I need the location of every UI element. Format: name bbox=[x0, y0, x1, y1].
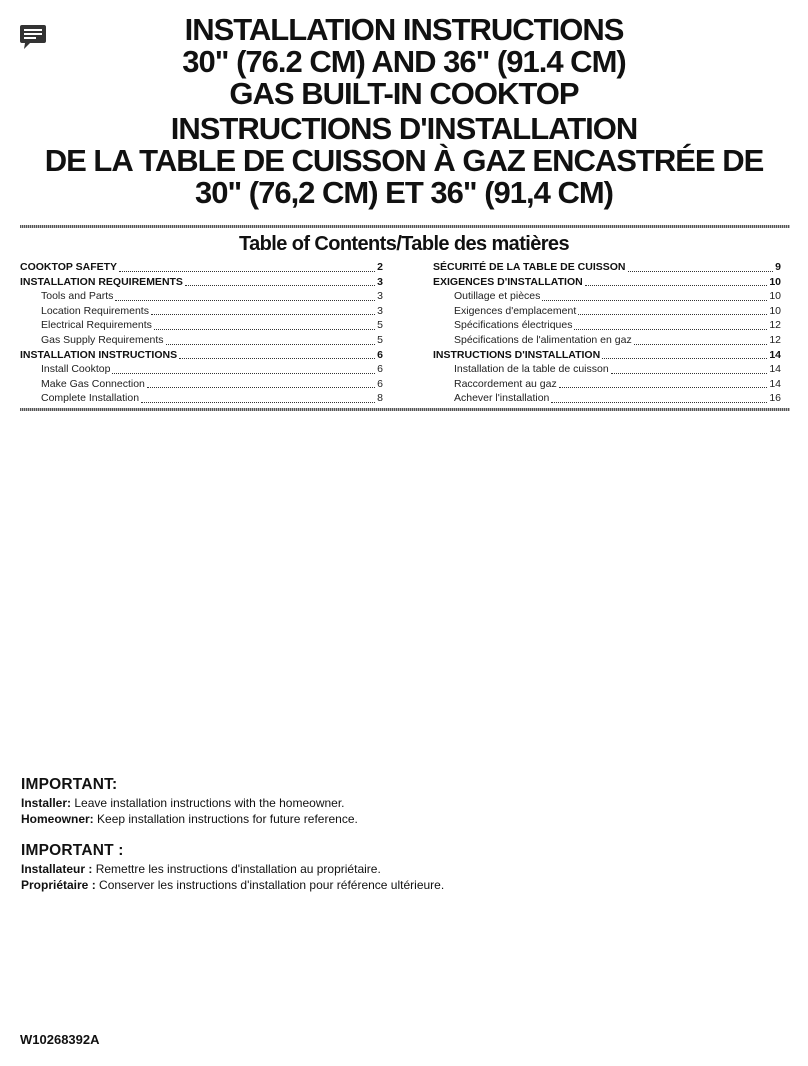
toc-entry-page: 14 bbox=[769, 377, 781, 390]
toc-english-column bbox=[20, 260, 383, 406]
installer-note bbox=[21, 795, 358, 811]
toc-entry bbox=[433, 377, 781, 392]
title-french bbox=[0, 113, 808, 209]
dot-leader bbox=[185, 284, 375, 286]
title-line: INSTRUCTIONS D'INSTALLATION bbox=[170, 111, 638, 146]
toc-french-column bbox=[433, 260, 781, 406]
title-block bbox=[0, 14, 808, 209]
dot-leader bbox=[141, 401, 375, 403]
toc-entry-page: 6 bbox=[377, 348, 383, 361]
toc-entry-page: 12 bbox=[769, 333, 781, 346]
toc-entry-page: 3 bbox=[377, 304, 383, 317]
toc-entry-title: Install Cooktop bbox=[41, 363, 111, 376]
toc-entry bbox=[20, 318, 383, 333]
toc-entry-title: Complete Installation bbox=[41, 392, 140, 405]
dot-leader bbox=[119, 270, 375, 272]
homeowner-text: Keep installation instructions for future reference. bbox=[93, 812, 358, 826]
toc-entry-title: EXIGENCES D'INSTALLATION bbox=[433, 275, 583, 288]
toc-entry-page: 10 bbox=[769, 304, 781, 317]
homeowner-note bbox=[21, 877, 444, 893]
toc-entry bbox=[433, 289, 781, 304]
toc-entry bbox=[433, 260, 781, 275]
toc-entry-title: SÉCURITÉ DE LA TABLE DE CUISSON bbox=[433, 261, 626, 273]
toc-entry-title: INSTALLATION INSTRUCTIONS bbox=[20, 348, 178, 361]
dot-leader bbox=[147, 386, 375, 388]
toc-entry-title: Tools and Parts bbox=[41, 290, 114, 303]
toc-entry-page: 9 bbox=[775, 261, 781, 273]
dot-leader bbox=[611, 372, 768, 374]
dot-leader bbox=[179, 357, 375, 359]
installer-note bbox=[21, 861, 444, 877]
dot-leader bbox=[585, 284, 768, 286]
bottom-divider bbox=[20, 408, 790, 411]
title-line: DE LA TABLE DE CUISSON À GAZ ENCASTRÉE DE bbox=[44, 143, 764, 178]
toc-entry bbox=[433, 391, 781, 406]
dot-leader bbox=[112, 372, 375, 374]
installer-text: Leave installation instructions with the homeowner. bbox=[71, 796, 345, 810]
dot-leader bbox=[602, 357, 767, 359]
toc-entry-page: 6 bbox=[377, 377, 383, 390]
toc-entry-title: Achever l'installation bbox=[454, 392, 550, 405]
toc-entry-title: Installation de la table de cuisson bbox=[454, 363, 609, 376]
dot-leader bbox=[574, 328, 767, 330]
document-number: W10268392A bbox=[20, 1032, 100, 1047]
installer-text: Remettre les instructions d'installation au propriétaire. bbox=[92, 862, 381, 876]
title-line: 30" (76,2 CM) ET 36" (91,4 CM) bbox=[194, 175, 614, 210]
dot-leader bbox=[559, 386, 768, 388]
homeowner-label: Propriétaire : bbox=[21, 878, 96, 892]
toc-entry-page: 2 bbox=[377, 261, 383, 273]
dot-leader bbox=[151, 313, 375, 315]
important-french bbox=[21, 842, 444, 893]
dot-leader bbox=[578, 313, 767, 315]
homeowner-note bbox=[21, 811, 358, 827]
toc-entry-title: Make Gas Connection bbox=[41, 377, 145, 390]
toc-entry-page: 3 bbox=[377, 275, 383, 288]
toc-entry-page: 10 bbox=[769, 290, 781, 303]
installer-label: Installateur : bbox=[21, 862, 93, 876]
toc-entry-page: 16 bbox=[769, 392, 781, 405]
toc-entry-page: 5 bbox=[377, 319, 383, 332]
dot-leader bbox=[628, 270, 774, 272]
toc-entry bbox=[20, 362, 383, 377]
homeowner-text: Conserver les instructions d'installation pour référence ultérieure. bbox=[95, 878, 445, 892]
toc-entry-page: 14 bbox=[769, 348, 781, 361]
toc-entry bbox=[20, 260, 383, 275]
dot-leader bbox=[634, 343, 768, 345]
title-english bbox=[0, 14, 808, 110]
toc-entry-title: COOKTOP SAFETY bbox=[20, 261, 118, 273]
important-heading: IMPORTANT : bbox=[21, 842, 124, 859]
toc-entry-title: Spécifications électriques bbox=[454, 319, 573, 332]
toc-entry-title: Electrical Requirements bbox=[41, 319, 152, 332]
title-line: GAS BUILT-IN COOKTOP bbox=[229, 76, 579, 111]
title-line: INSTALLATION INSTRUCTIONS bbox=[184, 12, 624, 47]
toc-entry-title: INSTRUCTIONS D'INSTALLATION bbox=[433, 348, 601, 361]
toc-entry-page: 5 bbox=[377, 333, 383, 346]
important-english bbox=[21, 776, 358, 827]
toc-entry-page: 8 bbox=[377, 392, 383, 405]
dot-leader bbox=[166, 343, 376, 345]
toc-entry-title: Spécifications de l'alimentation en gaz bbox=[454, 333, 632, 346]
toc-entry bbox=[20, 391, 383, 406]
toc-entry bbox=[433, 275, 781, 290]
toc-entry bbox=[20, 377, 383, 392]
important-heading: IMPORTANT: bbox=[21, 776, 118, 793]
dot-leader bbox=[542, 299, 767, 301]
installer-label: Installer: bbox=[21, 796, 72, 810]
toc-entry bbox=[433, 362, 781, 377]
dot-leader bbox=[115, 299, 375, 301]
toc-entry bbox=[433, 333, 781, 348]
title-line: 30" (76.2 CM) AND 36" (91.4 CM) bbox=[182, 44, 626, 79]
toc-entry-page: 12 bbox=[769, 319, 781, 332]
toc-entry bbox=[433, 348, 781, 363]
toc-entry-page: 10 bbox=[769, 275, 781, 288]
toc-entry bbox=[20, 275, 383, 290]
top-divider bbox=[20, 225, 790, 228]
homeowner-label: Homeowner: bbox=[21, 812, 94, 826]
dot-leader bbox=[551, 401, 767, 403]
toc-entry bbox=[20, 333, 383, 348]
toc-entry-page: 14 bbox=[769, 363, 781, 376]
toc-entry-title: Exigences d'emplacement bbox=[454, 304, 577, 317]
toc-heading: Table of Contents/Table des matières bbox=[239, 233, 569, 255]
toc-entry bbox=[433, 318, 781, 333]
toc-entry bbox=[20, 289, 383, 304]
toc-entry-title: Location Requirements bbox=[41, 304, 149, 317]
toc-entry bbox=[433, 304, 781, 319]
toc-entry-title: Raccordement au gaz bbox=[454, 377, 557, 390]
toc-entry-title: Gas Supply Requirements bbox=[41, 333, 164, 346]
toc-entry-page: 6 bbox=[377, 363, 383, 376]
dot-leader bbox=[154, 328, 375, 330]
toc-entry bbox=[20, 304, 383, 319]
toc-entry-title: Outillage et pièces bbox=[454, 290, 541, 303]
toc-entry bbox=[20, 348, 383, 363]
toc-entry-title: INSTALLATION REQUIREMENTS bbox=[20, 275, 183, 288]
toc-entry-page: 3 bbox=[377, 290, 383, 303]
